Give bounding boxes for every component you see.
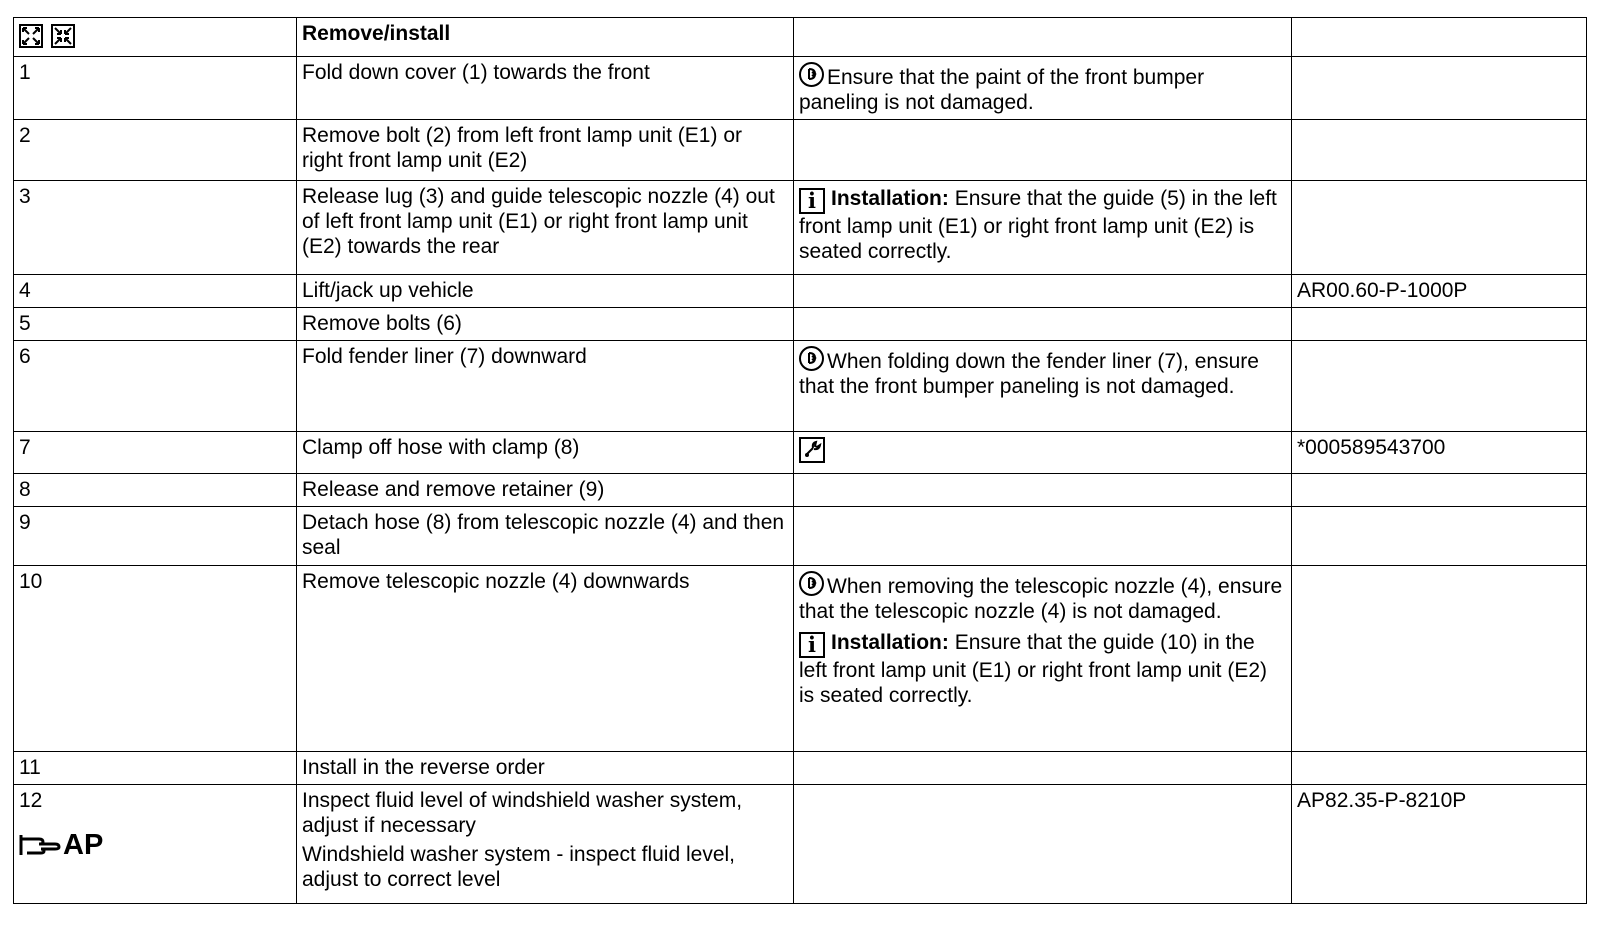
caution-note (799, 346, 1286, 399)
header-icons-cell (14, 18, 297, 57)
table-row (14, 120, 1587, 181)
step-subtext: Windshield washer system - inspect fluid level, adjust to correct level (302, 843, 736, 891)
info-note (799, 630, 1286, 708)
step-ref (1292, 181, 1587, 275)
tool-icon[interactable] (799, 437, 825, 463)
caution-text: When removing the telescopic nozzle (4), ensure that the telescopic nozzle (4) is not damaged. (799, 575, 1283, 623)
info-label: Installation: (831, 187, 949, 210)
step-ref (1292, 474, 1587, 507)
header-ref-cell (1292, 18, 1587, 57)
step-notes (794, 785, 1292, 904)
step-notes (794, 474, 1292, 507)
info-text: Ensure that the guide (5) in the left front lamp unit (E1) or right front lamp unit (E2) is seated correctly. (799, 187, 1277, 263)
table-row (14, 57, 1587, 120)
table-row (14, 507, 1587, 566)
step-ref (1292, 752, 1587, 785)
header-title: Remove/install (297, 18, 794, 57)
table-row (14, 275, 1587, 308)
step-text: Remove bolt (2) from left front lamp unit (E1) or right front lamp unit (E2) (297, 120, 794, 181)
caution-icon (799, 571, 824, 596)
table-row (14, 181, 1587, 275)
step-notes (794, 181, 1292, 275)
step-number-cell (14, 785, 297, 904)
step-number: 10 (14, 566, 297, 752)
step-ref[interactable]: AR00.60-P-1000P (1292, 275, 1587, 308)
step-number: 2 (14, 120, 297, 181)
info-label: Installation: (831, 631, 949, 654)
step-ref (1292, 341, 1587, 432)
step-number: 8 (14, 474, 297, 507)
step-number: 5 (14, 308, 297, 341)
step-notes (794, 752, 1292, 785)
step-notes (794, 308, 1292, 341)
step-ref (1292, 566, 1587, 752)
ap-badge-label: AP (63, 828, 104, 861)
step-text: Fold fender liner (7) downward (297, 341, 794, 432)
step-text-cell (297, 785, 794, 904)
step-text: Lift/jack up vehicle (297, 275, 794, 308)
ap-badge[interactable] (19, 828, 291, 861)
table-row (14, 566, 1587, 752)
step-number: 9 (14, 507, 297, 566)
table-row (14, 474, 1587, 507)
caution-icon (799, 346, 824, 371)
step-text: Release and remove retainer (9) (297, 474, 794, 507)
step-text: Fold down cover (1) towards the front (297, 57, 794, 120)
step-number: 11 (14, 752, 297, 785)
step-number: 6 (14, 341, 297, 432)
table-row (14, 341, 1587, 432)
caution-text: Ensure that the paint of the front bumper paneling is not damaged. (799, 66, 1205, 114)
step-ref[interactable]: *000589543700 (1292, 432, 1587, 474)
procedure-table (13, 17, 1587, 904)
step-notes (794, 275, 1292, 308)
step-text: Remove bolts (6) (297, 308, 794, 341)
step-ref (1292, 120, 1587, 181)
step-ref (1292, 57, 1587, 120)
caution-note (799, 62, 1286, 115)
pointing-hand-icon (19, 831, 61, 859)
table-row (14, 432, 1587, 474)
info-text: Ensure that the guide (10) in the left front lamp unit (E1) or right front lamp unit (E2) is seated correctly. (799, 631, 1268, 707)
step-text: Clamp off hose with clamp (8) (297, 432, 794, 474)
step-text: Detach hose (8) from telescopic nozzle (4) and then seal (297, 507, 794, 566)
table-row (14, 308, 1587, 341)
step-number: 7 (14, 432, 297, 474)
step-number: 3 (14, 181, 297, 275)
info-note (799, 186, 1286, 264)
step-ref[interactable]: AP82.35-P-8210P (1292, 785, 1587, 904)
caution-note (799, 571, 1286, 624)
header-notes-cell (794, 18, 1292, 57)
info-icon: i (799, 632, 825, 658)
step-ref (1292, 308, 1587, 341)
step-number: 1 (14, 57, 297, 120)
step-number: 4 (14, 275, 297, 308)
step-notes (794, 432, 1292, 474)
step-notes (794, 120, 1292, 181)
step-text: Inspect fluid level of windshield washer system, adjust if necessary (302, 789, 743, 837)
info-icon: i (799, 188, 825, 214)
step-ref (1292, 507, 1587, 566)
step-notes (794, 57, 1292, 120)
step-text: Install in the reverse order (297, 752, 794, 785)
step-notes (794, 507, 1292, 566)
step-number: 12 (19, 789, 43, 812)
expand-icon[interactable] (19, 24, 43, 48)
table-row (14, 785, 1587, 904)
step-text: Release lug (3) and guide telescopic nozzle (4) out of left front lamp unit (E1) or right front lamp unit (E2) towards the rear (297, 181, 794, 275)
caution-text: When folding down the fender liner (7), ensure that the front bumper paneling is not damaged. (799, 350, 1259, 398)
table-row (14, 752, 1587, 785)
caution-icon (799, 62, 824, 87)
step-notes (794, 341, 1292, 432)
header-row (14, 18, 1587, 57)
collapse-icon[interactable] (51, 24, 75, 48)
step-text: Remove telescopic nozzle (4) downwards (297, 566, 794, 752)
step-notes (794, 566, 1292, 752)
